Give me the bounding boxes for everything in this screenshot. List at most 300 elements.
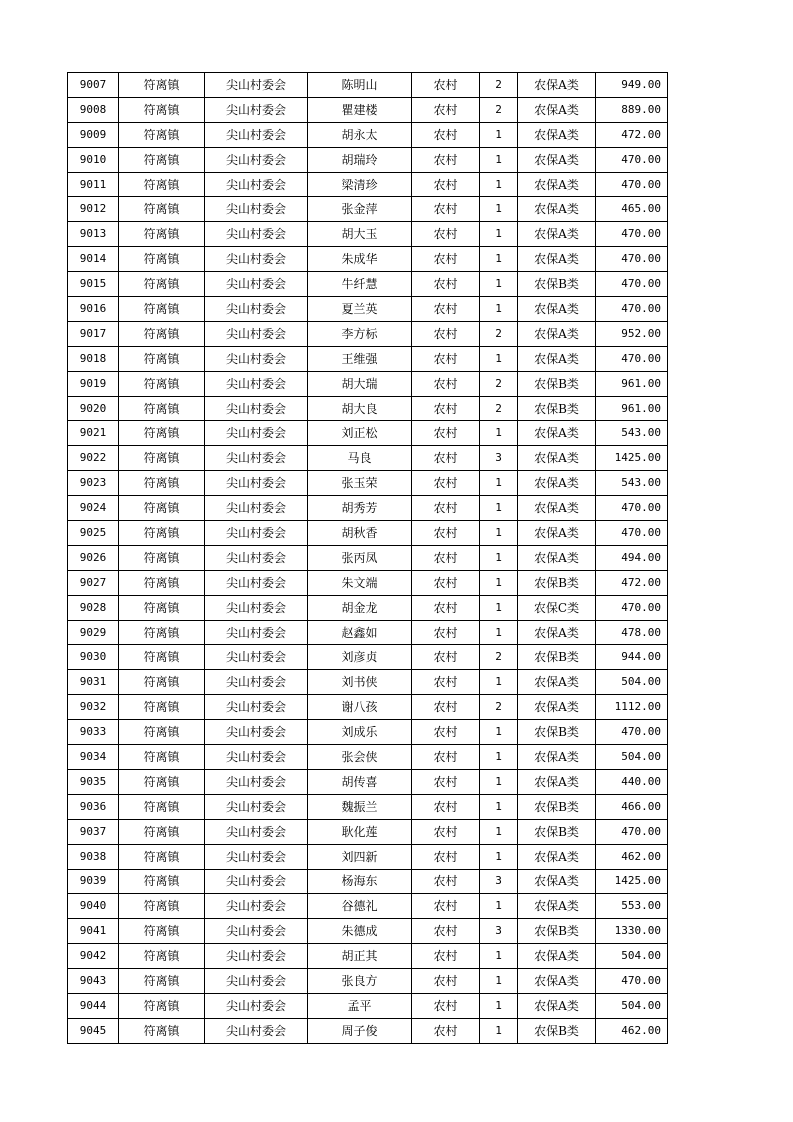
cell-amount: 470.00 [596,720,668,745]
cell-category: 农保B类 [518,570,596,595]
cell-amount: 478.00 [596,620,668,645]
cell-amount: 504.00 [596,993,668,1018]
cell-category: 农保A类 [518,321,596,346]
cell-count: 1 [480,147,518,172]
cell-category: 农保B类 [518,645,596,670]
cell-category: 农保A类 [518,894,596,919]
cell-name: 胡大玉 [308,222,412,247]
cell-area: 农村 [412,97,480,122]
cell-count: 1 [480,272,518,297]
cell-amount: 470.00 [596,819,668,844]
cell-amount: 944.00 [596,645,668,670]
cell-committee: 尖山村委会 [205,521,308,546]
cell-count: 1 [480,521,518,546]
cell-amount: 1425.00 [596,446,668,471]
cell-name: 魏振兰 [308,794,412,819]
cell-count: 1 [480,794,518,819]
cell-id: 9032 [68,695,119,720]
cell-town: 符离镇 [119,869,205,894]
cell-name: 朱成华 [308,247,412,272]
cell-id: 9023 [68,471,119,496]
table-row [68,396,668,421]
table-row [68,670,668,695]
cell-id: 9021 [68,421,119,446]
cell-amount: 889.00 [596,97,668,122]
cell-area: 农村 [412,396,480,421]
cell-town: 符离镇 [119,97,205,122]
table-row [68,794,668,819]
cell-name: 胡大良 [308,396,412,421]
cell-area: 农村 [412,521,480,546]
cell-name: 牛纤慧 [308,272,412,297]
cell-name: 周子俊 [308,1018,412,1043]
cell-name: 胡金龙 [308,595,412,620]
cell-name: 胡大瑞 [308,371,412,396]
cell-amount: 1330.00 [596,919,668,944]
cell-category: 农保A类 [518,222,596,247]
cell-area: 农村 [412,247,480,272]
cell-town: 符离镇 [119,521,205,546]
data-table [67,72,668,1044]
cell-amount: 553.00 [596,894,668,919]
cell-id: 9015 [68,272,119,297]
cell-id: 9030 [68,645,119,670]
cell-area: 农村 [412,147,480,172]
cell-category: 农保A类 [518,695,596,720]
cell-town: 符离镇 [119,695,205,720]
table-row [68,645,668,670]
cell-amount: 470.00 [596,222,668,247]
cell-category: 农保A类 [518,73,596,98]
cell-category: 农保B类 [518,396,596,421]
table-row [68,471,668,496]
cell-amount: 470.00 [596,595,668,620]
cell-area: 农村 [412,222,480,247]
cell-area: 农村 [412,73,480,98]
table-row [68,894,668,919]
table-row [68,122,668,147]
cell-town: 符离镇 [119,570,205,595]
cell-id: 9024 [68,496,119,521]
cell-id: 9026 [68,545,119,570]
cell-committee: 尖山村委会 [205,197,308,222]
cell-id: 9033 [68,720,119,745]
cell-name: 胡秋香 [308,521,412,546]
cell-count: 1 [480,894,518,919]
cell-committee: 尖山村委会 [205,844,308,869]
cell-town: 符离镇 [119,1018,205,1043]
cell-area: 农村 [412,819,480,844]
cell-committee: 尖山村委会 [205,720,308,745]
cell-amount: 543.00 [596,471,668,496]
table-row [68,595,668,620]
cell-town: 符离镇 [119,745,205,770]
cell-area: 农村 [412,570,480,595]
cell-category: 农保A类 [518,670,596,695]
cell-amount: 440.00 [596,769,668,794]
table-row [68,745,668,770]
cell-committee: 尖山村委会 [205,595,308,620]
cell-count: 1 [480,122,518,147]
cell-name: 胡传喜 [308,769,412,794]
cell-amount: 470.00 [596,297,668,322]
cell-town: 符离镇 [119,595,205,620]
cell-id: 9036 [68,794,119,819]
cell-committee: 尖山村委会 [205,769,308,794]
cell-amount: 504.00 [596,745,668,770]
cell-amount: 543.00 [596,421,668,446]
table-row [68,844,668,869]
cell-id: 9041 [68,919,119,944]
cell-town: 符离镇 [119,371,205,396]
cell-category: 农保A类 [518,421,596,446]
cell-amount: 462.00 [596,844,668,869]
cell-category: 农保B类 [518,371,596,396]
cell-town: 符离镇 [119,769,205,794]
cell-committee: 尖山村委会 [205,222,308,247]
cell-name: 胡正其 [308,944,412,969]
cell-amount: 470.00 [596,346,668,371]
table-row [68,993,668,1018]
cell-area: 农村 [412,944,480,969]
cell-category: 农保A类 [518,521,596,546]
cell-category: 农保B类 [518,720,596,745]
cell-area: 农村 [412,1018,480,1043]
table-row [68,521,668,546]
cell-name: 梁清珍 [308,172,412,197]
cell-committee: 尖山村委会 [205,172,308,197]
cell-id: 9043 [68,969,119,994]
table-row [68,247,668,272]
cell-town: 符离镇 [119,969,205,994]
cell-name: 刘书侠 [308,670,412,695]
cell-category: 农保A类 [518,247,596,272]
cell-committee: 尖山村委会 [205,620,308,645]
cell-committee: 尖山村委会 [205,869,308,894]
cell-amount: 1112.00 [596,695,668,720]
cell-committee: 尖山村委会 [205,894,308,919]
cell-category: 农保A类 [518,172,596,197]
cell-name: 马良 [308,446,412,471]
cell-count: 2 [480,695,518,720]
cell-category: 农保A类 [518,745,596,770]
cell-id: 9020 [68,396,119,421]
table-row [68,197,668,222]
cell-town: 符离镇 [119,446,205,471]
table-row [68,695,668,720]
cell-amount: 470.00 [596,172,668,197]
cell-name: 杨海东 [308,869,412,894]
cell-town: 符离镇 [119,620,205,645]
cell-count: 1 [480,745,518,770]
cell-count: 1 [480,969,518,994]
cell-amount: 462.00 [596,1018,668,1043]
cell-category: 农保B类 [518,794,596,819]
cell-amount: 504.00 [596,670,668,695]
cell-amount: 1425.00 [596,869,668,894]
cell-town: 符离镇 [119,172,205,197]
cell-name: 刘彦贞 [308,645,412,670]
cell-area: 农村 [412,769,480,794]
cell-area: 农村 [412,869,480,894]
cell-town: 符离镇 [119,545,205,570]
cell-area: 农村 [412,172,480,197]
cell-amount: 470.00 [596,496,668,521]
cell-committee: 尖山村委会 [205,794,308,819]
cell-area: 农村 [412,197,480,222]
cell-committee: 尖山村委会 [205,969,308,994]
cell-category: 农保A类 [518,496,596,521]
table-row [68,297,668,322]
cell-area: 农村 [412,545,480,570]
cell-amount: 465.00 [596,197,668,222]
cell-category: 农保A类 [518,471,596,496]
cell-count: 2 [480,396,518,421]
cell-category: 农保A类 [518,147,596,172]
cell-count: 1 [480,197,518,222]
cell-category: 农保B类 [518,272,596,297]
cell-town: 符离镇 [119,496,205,521]
table-row [68,272,668,297]
cell-town: 符离镇 [119,346,205,371]
cell-committee: 尖山村委会 [205,745,308,770]
cell-count: 1 [480,172,518,197]
table-row [68,545,668,570]
cell-id: 9016 [68,297,119,322]
cell-area: 农村 [412,595,480,620]
cell-name: 孟平 [308,993,412,1018]
cell-id: 9017 [68,321,119,346]
cell-name: 陈明山 [308,73,412,98]
cell-count: 1 [480,297,518,322]
cell-count: 1 [480,421,518,446]
cell-committee: 尖山村委会 [205,247,308,272]
table-row [68,222,668,247]
cell-category: 农保A类 [518,944,596,969]
cell-count: 1 [480,844,518,869]
cell-committee: 尖山村委会 [205,396,308,421]
cell-count: 1 [480,595,518,620]
cell-town: 符离镇 [119,844,205,869]
cell-committee: 尖山村委会 [205,346,308,371]
cell-category: 农保A类 [518,769,596,794]
table-row [68,819,668,844]
cell-amount: 961.00 [596,371,668,396]
cell-id: 9012 [68,197,119,222]
cell-town: 符离镇 [119,396,205,421]
cell-area: 农村 [412,794,480,819]
cell-committee: 尖山村委会 [205,545,308,570]
cell-town: 符离镇 [119,272,205,297]
cell-category: 农保B类 [518,1018,596,1043]
cell-id: 9013 [68,222,119,247]
cell-committee: 尖山村委会 [205,645,308,670]
cell-category: 农保A类 [518,993,596,1018]
cell-town: 符离镇 [119,147,205,172]
cell-category: 农保A类 [518,446,596,471]
cell-name: 谷德礼 [308,894,412,919]
cell-name: 夏兰英 [308,297,412,322]
table-row [68,720,668,745]
cell-amount: 494.00 [596,545,668,570]
cell-count: 1 [480,769,518,794]
cell-id: 9038 [68,844,119,869]
cell-town: 符离镇 [119,122,205,147]
cell-area: 农村 [412,346,480,371]
cell-town: 符离镇 [119,197,205,222]
table-row [68,73,668,98]
table-row [68,944,668,969]
cell-id: 9039 [68,869,119,894]
cell-id: 9044 [68,993,119,1018]
cell-area: 农村 [412,321,480,346]
cell-town: 符离镇 [119,247,205,272]
table-row [68,97,668,122]
cell-name: 胡永太 [308,122,412,147]
cell-count: 1 [480,471,518,496]
cell-name: 刘正松 [308,421,412,446]
cell-town: 符离镇 [119,919,205,944]
cell-area: 农村 [412,446,480,471]
table-row [68,869,668,894]
cell-name: 胡瑞玲 [308,147,412,172]
cell-area: 农村 [412,620,480,645]
cell-town: 符离镇 [119,819,205,844]
cell-committee: 尖山村委会 [205,919,308,944]
cell-committee: 尖山村委会 [205,272,308,297]
cell-count: 1 [480,247,518,272]
cell-category: 农保A类 [518,844,596,869]
cell-count: 1 [480,222,518,247]
cell-category: 农保A类 [518,297,596,322]
cell-id: 9019 [68,371,119,396]
cell-count: 3 [480,919,518,944]
cell-area: 农村 [412,695,480,720]
cell-town: 符离镇 [119,222,205,247]
cell-id: 9018 [68,346,119,371]
cell-amount: 949.00 [596,73,668,98]
cell-committee: 尖山村委会 [205,446,308,471]
cell-committee: 尖山村委会 [205,421,308,446]
cell-name: 胡秀芳 [308,496,412,521]
cell-committee: 尖山村委会 [205,97,308,122]
table-row [68,446,668,471]
cell-id: 9025 [68,521,119,546]
cell-committee: 尖山村委会 [205,819,308,844]
cell-name: 朱德成 [308,919,412,944]
cell-id: 9027 [68,570,119,595]
cell-count: 1 [480,944,518,969]
cell-amount: 470.00 [596,969,668,994]
table-row [68,371,668,396]
cell-count: 1 [480,346,518,371]
cell-amount: 470.00 [596,247,668,272]
cell-area: 农村 [412,371,480,396]
cell-category: 农保C类 [518,595,596,620]
cell-committee: 尖山村委会 [205,944,308,969]
cell-category: 农保A类 [518,969,596,994]
cell-count: 1 [480,620,518,645]
cell-name: 瞿建楼 [308,97,412,122]
cell-town: 符离镇 [119,321,205,346]
cell-committee: 尖山村委会 [205,73,308,98]
cell-id: 9028 [68,595,119,620]
cell-committee: 尖山村委会 [205,471,308,496]
cell-count: 1 [480,819,518,844]
cell-area: 农村 [412,969,480,994]
cell-area: 农村 [412,645,480,670]
cell-id: 9007 [68,73,119,98]
cell-name: 耿化莲 [308,819,412,844]
cell-area: 农村 [412,670,480,695]
cell-committee: 尖山村委会 [205,147,308,172]
cell-amount: 472.00 [596,122,668,147]
table-row [68,769,668,794]
cell-committee: 尖山村委会 [205,297,308,322]
cell-count: 2 [480,97,518,122]
cell-id: 9045 [68,1018,119,1043]
cell-count: 2 [480,371,518,396]
cell-name: 张良方 [308,969,412,994]
cell-id: 9040 [68,894,119,919]
cell-town: 符离镇 [119,645,205,670]
table-row [68,496,668,521]
cell-name: 张会侠 [308,745,412,770]
table-row [68,147,668,172]
cell-id: 9014 [68,247,119,272]
cell-count: 1 [480,1018,518,1043]
cell-town: 符离镇 [119,297,205,322]
cell-committee: 尖山村委会 [205,695,308,720]
cell-count: 3 [480,869,518,894]
cell-id: 9011 [68,172,119,197]
cell-committee: 尖山村委会 [205,1018,308,1043]
cell-area: 农村 [412,844,480,869]
cell-area: 农村 [412,297,480,322]
cell-id: 9031 [68,670,119,695]
cell-count: 2 [480,73,518,98]
cell-town: 符离镇 [119,894,205,919]
cell-committee: 尖山村委会 [205,496,308,521]
table-row [68,620,668,645]
cell-id: 9037 [68,819,119,844]
cell-amount: 472.00 [596,570,668,595]
table-body [68,73,668,1044]
cell-area: 农村 [412,993,480,1018]
cell-count: 1 [480,720,518,745]
table-row [68,570,668,595]
cell-name: 刘四新 [308,844,412,869]
cell-committee: 尖山村委会 [205,371,308,396]
cell-name: 李方标 [308,321,412,346]
cell-area: 农村 [412,421,480,446]
cell-count: 2 [480,645,518,670]
cell-category: 农保A类 [518,197,596,222]
cell-area: 农村 [412,720,480,745]
cell-committee: 尖山村委会 [205,570,308,595]
table-row [68,1018,668,1043]
cell-area: 农村 [412,894,480,919]
table-row [68,969,668,994]
cell-name: 张丙凤 [308,545,412,570]
cell-id: 9022 [68,446,119,471]
cell-count: 1 [480,670,518,695]
cell-category: 农保A类 [518,620,596,645]
cell-committee: 尖山村委会 [205,993,308,1018]
cell-town: 符离镇 [119,471,205,496]
cell-id: 9008 [68,97,119,122]
cell-id: 9042 [68,944,119,969]
